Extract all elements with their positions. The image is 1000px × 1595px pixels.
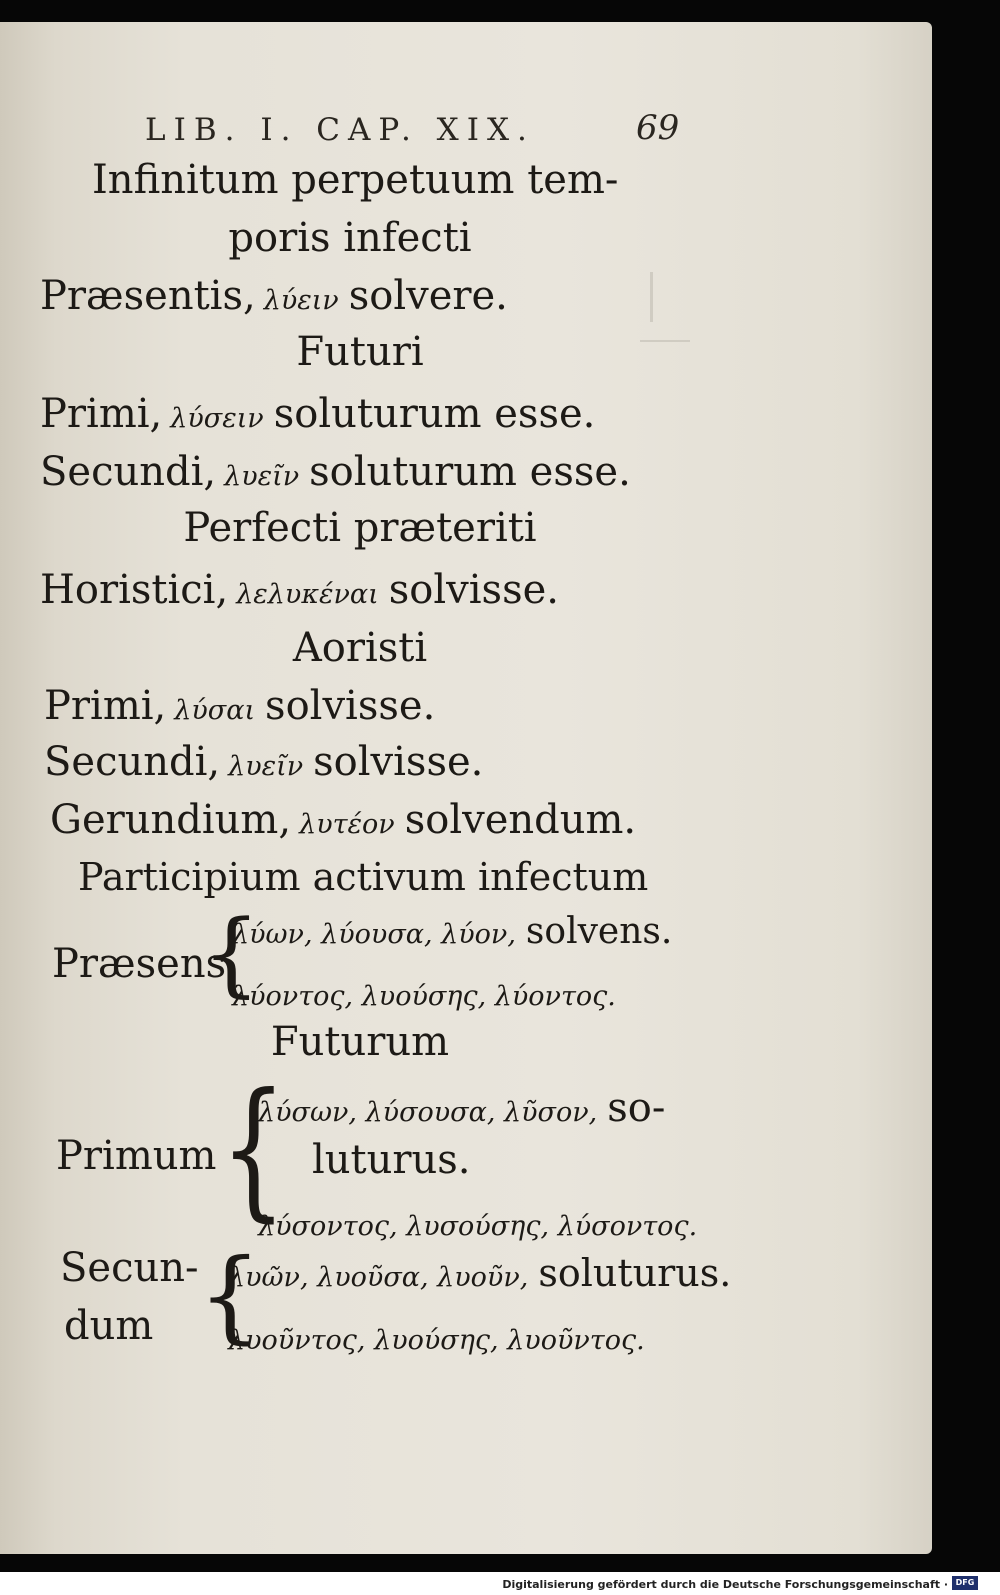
bleed-through-mark: [650, 272, 713, 322]
latin-gloss: so-: [607, 1085, 666, 1131]
page-number: 69: [636, 108, 680, 148]
row-label: Gerundium,: [50, 797, 292, 843]
row-label: Secundi,: [44, 739, 221, 785]
running-head: LIB. I. CAP. XIX.: [145, 112, 535, 148]
latin-gloss: solvisse.: [313, 739, 484, 785]
heading-infinitum: Infinitum perpetuum tem-: [92, 157, 619, 203]
latin-gloss: solvens.: [525, 911, 673, 952]
latin-gloss: solvendum.: [404, 797, 637, 843]
heading-perfecti: Perfecti præteriti: [183, 505, 537, 551]
greek-form: λυεῖν: [224, 461, 300, 492]
praesens-line-2: [232, 972, 626, 1012]
secundum-line-1: [228, 1251, 732, 1295]
row-futuri-secundi: [40, 449, 631, 495]
primum-line-1: [258, 1085, 666, 1131]
greek-form: λύσων, λύσουσα, λῦσον,: [258, 1097, 598, 1128]
brace-icon: {: [202, 900, 261, 1007]
secundum-label: Secun-: [60, 1245, 199, 1291]
greek-form: λυτέον: [299, 809, 395, 840]
greek-form: λύσειν: [170, 403, 264, 434]
row-futuri-primi: [40, 391, 596, 437]
row-aoristi-primi: [44, 683, 436, 729]
row-label: Secundi,: [40, 449, 217, 495]
heading-futurum: Futurum: [270, 1019, 450, 1065]
brace-icon: {: [220, 1062, 287, 1236]
secundum-label-cont: dum: [64, 1303, 154, 1349]
heading-participium: Participium activum infectum: [78, 855, 649, 899]
praesens-line-1: [232, 911, 673, 952]
primum-line-3: [258, 1202, 707, 1242]
book-page: [0, 22, 932, 1554]
row-aoristi-secundi: [44, 739, 484, 785]
greek-form: λυεῖν: [228, 751, 304, 782]
greek-form: λύσοντος, λυσούσης, λύσοντος.: [258, 1211, 698, 1242]
praesens-label: Præsens: [52, 941, 227, 987]
greek-form: λύσαι: [174, 695, 256, 726]
row-praesentis: [40, 273, 508, 319]
row-label: Horistici,: [40, 567, 229, 613]
latin-gloss: soluturum esse.: [273, 391, 596, 437]
greek-form: λυοῦντος, λυούσης, λυοῦντος.: [228, 1325, 645, 1356]
digitization-credit: Digitalisierung gefördert durch die Deutsche Forschungsgemeinschaft ·: [502, 1578, 948, 1591]
brace-icon: {: [198, 1237, 262, 1354]
row-label: Primi,: [44, 683, 167, 729]
greek-form: λύειν: [263, 285, 339, 316]
primum-label: Primum: [56, 1133, 217, 1179]
latin-gloss: soluturum esse.: [309, 449, 631, 495]
greek-form: λύοντος, λυούσης, λύοντος.: [232, 981, 616, 1012]
heading-aoristi: Aoristi: [292, 625, 428, 671]
row-horistici: [40, 567, 559, 613]
dfg-logo: DFG: [952, 1576, 978, 1590]
row-gerundium: [50, 797, 637, 843]
secundum-line-2: [228, 1316, 655, 1356]
greek-form: λύων, λύουσα, λύον,: [232, 919, 516, 950]
heading-futuri: Futuri: [296, 329, 424, 375]
row-label: Primi,: [40, 391, 163, 437]
heading-infinitum-cont: poris infecti: [228, 215, 472, 261]
greek-form: λυῶν, λυοῦσα, λυοῦν,: [228, 1262, 529, 1293]
greek-form: λελυκέναι: [236, 579, 379, 610]
row-label: Præsentis,: [40, 273, 256, 319]
latin-gloss: solvisse.: [265, 683, 436, 729]
primum-line-2: luturus.: [312, 1137, 471, 1183]
latin-gloss: solvere.: [348, 273, 508, 319]
latin-gloss: solvisse.: [388, 567, 559, 613]
latin-gloss: soluturus.: [538, 1251, 732, 1295]
